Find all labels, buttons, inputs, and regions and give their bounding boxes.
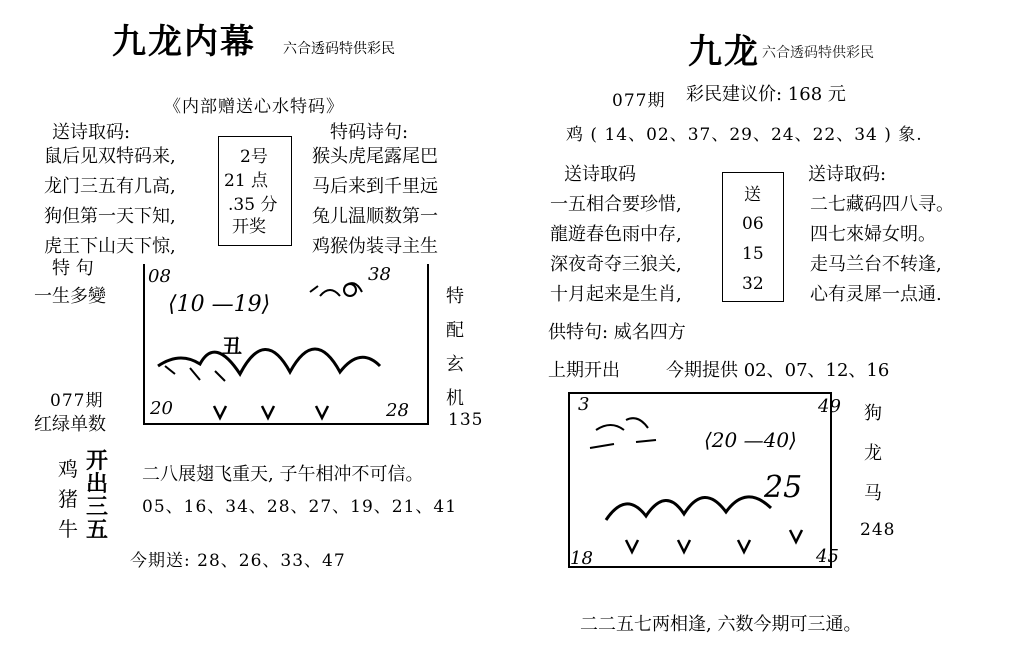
right-poem-left <box>550 190 682 310</box>
left-poem-left <box>44 142 176 262</box>
right-special-phrase: 供特句: 威名四方 <box>548 322 686 343</box>
left-draw-box-line: .35 分 <box>228 195 278 215</box>
left-side-char: 特 <box>446 286 464 307</box>
right-footer: 二二五七两相逢, 六数今期可三通。 <box>580 614 862 635</box>
right-side-number: 248 <box>860 520 896 540</box>
left-open-char: 三 <box>85 494 108 520</box>
left-poem-right <box>312 142 438 262</box>
left-sketch-br: 28 <box>386 400 409 421</box>
right-title: 九龙 <box>688 32 760 72</box>
left-sketch-grass <box>165 366 225 381</box>
left-sketch-range: ⟨10 —19⟩ <box>168 292 271 317</box>
right-today-provide: 今期提供 02、07、12、16 <box>666 360 890 381</box>
right-poem-right-line: 心有灵犀一点通. <box>810 284 942 305</box>
sun-icon <box>344 284 356 296</box>
right-poem-right-line: 走马兰台不转逢, <box>810 254 942 275</box>
left-zodiac-col <box>56 454 80 544</box>
left-poem-right-line: 兔儿温顺数第一 <box>312 206 438 227</box>
right-side-char: 狗 <box>864 403 882 424</box>
right-sketch-range: ⟨20 —40⟩ <box>704 428 797 452</box>
right-sketch-mid: 25 <box>764 470 803 505</box>
left-open-char: 五 <box>85 517 108 543</box>
left-sketch-tl: 08 <box>148 266 171 287</box>
right-poem-right-line: 二七藏码四八寻。 <box>810 194 954 215</box>
left-side-vertical <box>444 280 466 416</box>
left-draw-box-line: 21 点 <box>224 171 269 191</box>
right-subtitle: 六合透码特供彩民 <box>762 45 874 61</box>
right-sketch-br: 45 <box>816 546 839 567</box>
right-chicken-line: 鸡 ( 14、02、37、29、24、22、34 ) 象. <box>566 125 923 145</box>
right-sketch-mountains <box>606 497 771 520</box>
right-side-char: 马 <box>864 483 882 504</box>
left-draw-box-line: 2号 <box>240 147 268 167</box>
left-subtitle: 六合透码特供彩民 <box>283 41 395 57</box>
right-poem-header-right: 送诗取码: <box>808 164 887 185</box>
left-poem-left-line: 鼠后见双特码来, <box>44 146 176 167</box>
right-side-vertical <box>862 394 884 514</box>
left-poem-left-line: 狗但第一天下知, <box>44 206 176 227</box>
right-last-open: 上期开出 <box>548 360 620 381</box>
right-sketch-bl: 18 <box>570 548 593 569</box>
right-sketch-sprouts <box>626 530 802 552</box>
left-side-char: 配 <box>446 320 464 341</box>
right-send-box-line: 15 <box>742 244 764 264</box>
left-special-label: 特 句 <box>52 258 94 279</box>
left-poem-left-line: 龙门三五有几高, <box>44 176 176 197</box>
left-side-char: 玄 <box>446 354 464 375</box>
left-poem-right-line: 马后来到千里远 <box>312 176 438 197</box>
left-period: 077期 <box>50 391 104 411</box>
right-poem-header-left: 送诗取码 <box>564 164 636 185</box>
left-line-numbers: 05、16、34、28、27、19、21、41 <box>142 497 458 517</box>
left-sketch-tr: 38 <box>368 264 391 285</box>
left-sketch-char: 丑 <box>222 334 242 358</box>
right-sketch-tl: 3 <box>578 394 590 415</box>
right-poem-right <box>810 190 954 310</box>
right-poem-left-line: 一五相合要珍惜, <box>550 194 682 215</box>
left-open-char: 开 <box>85 448 108 474</box>
left-poem-header-left: 送诗取码: <box>52 122 131 143</box>
right-sketch-tr: 49 <box>818 396 841 417</box>
left-draw-box-line: 开奖 <box>232 217 266 237</box>
right-poem-left-line: 十月起来是生肖, <box>550 284 682 305</box>
left-sketch-bl: 20 <box>150 398 173 419</box>
left-open-col <box>84 450 110 542</box>
right-send-box-line: 06 <box>742 214 764 234</box>
left-poem-right-line: 猴头虎尾露尾巴 <box>312 146 438 167</box>
left-line-verse: 二八展翅飞重天, 子午相冲不可信。 <box>142 464 424 485</box>
left-side-number: 135 <box>448 410 484 430</box>
right-price: 彩民建议价: 168 元 <box>686 84 846 105</box>
left-open-char: 出 <box>85 471 108 497</box>
left-zodiac-char: 猪 <box>58 487 78 511</box>
right-send-box-line: 32 <box>742 274 764 294</box>
right-sketch-clouds <box>590 418 656 448</box>
left-today-send: 今期送: 28、26、33、47 <box>130 551 346 571</box>
left-poem-right-line: 鸡猴伪装寻主生 <box>312 236 438 257</box>
right-send-box-line: 送 <box>744 185 761 205</box>
left-special-phrase: 一生多變 <box>34 286 106 307</box>
right-poem-left-line: 深夜奇夺三狼关, <box>550 254 682 275</box>
left-poem-header-right: 特码诗句: <box>330 122 409 143</box>
right-period: 077期 <box>612 91 666 111</box>
left-sketch-sprouts <box>214 406 328 418</box>
left-gift-header: 《内部赠送心水特码》 <box>164 97 344 117</box>
right-poem-right-line: 四七來婦女明。 <box>810 224 936 245</box>
right-poem-left-line: 龍遊春色雨中存, <box>550 224 682 245</box>
left-poem-left-line: 虎王下山天下惊, <box>44 236 176 257</box>
left-red-green: 红绿单数 <box>34 414 106 435</box>
right-side-char: 龙 <box>864 443 882 464</box>
left-zodiac-char: 鸡 <box>58 457 78 481</box>
left-side-char: 机 <box>446 388 464 409</box>
left-zodiac-char: 牛 <box>58 517 78 541</box>
left-title: 九龙内幕 <box>112 22 256 62</box>
